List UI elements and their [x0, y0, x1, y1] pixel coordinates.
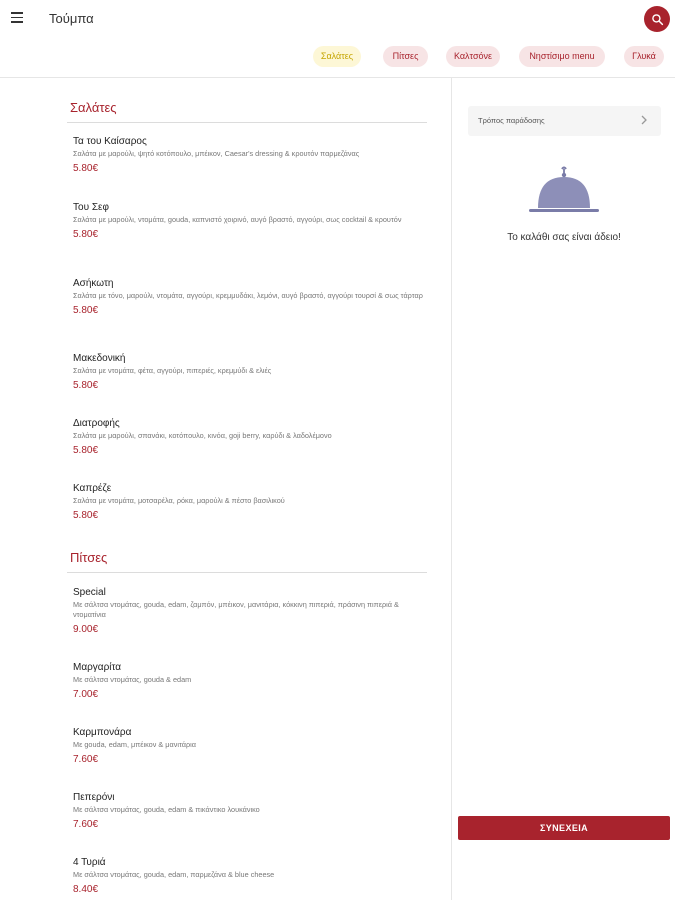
search-icon [651, 13, 664, 26]
delivery-method-selector[interactable] [468, 106, 661, 136]
item-description: Σαλάτα με μαρούλι, ντομάτα, gouda, καπνιστό χοιρινό, αυγό βραστό, αγγούρι, σως cocktail & κρουτόν [73, 215, 402, 224]
menu-item[interactable] [73, 792, 428, 831]
item-price: 7.60€ [73, 754, 99, 765]
item-name: Μακεδονική [73, 353, 126, 364]
item-price: 5.80€ [73, 163, 99, 174]
item-description: Με σάλτσα ντομάτας, gouda & edam [73, 675, 192, 684]
item-price: 5.80€ [73, 510, 99, 521]
continue-button[interactable]: ΣΥΝΕΧΕΙΑ [458, 816, 670, 840]
item-name: 4 Τυριά [73, 857, 106, 868]
item-price: 7.00€ [73, 689, 99, 700]
item-description: Σαλάτα με ντομάτα, μοτσαρέλα, ρόκα, μαρούλι & πέστο βασιλικού [73, 496, 285, 505]
cloche-icon [526, 166, 602, 218]
item-description: Σαλάτα με μαρούλι, ψητό κοτόπουλο, μπέικον, Caesar's dressing & κρουτόν παρμεζάνας [73, 149, 360, 158]
tab-salates[interactable]: Σαλάτες [313, 46, 361, 67]
menu-item[interactable] [73, 136, 428, 175]
item-name: Καπρέζε [73, 483, 112, 494]
item-description: Με σάλτσα ντομάτας, gouda, edam, παρμεζάνα & blue cheese [73, 870, 275, 879]
chevron-right-icon [639, 114, 649, 126]
section-title-salates: Σαλάτες [70, 100, 117, 115]
search-button[interactable] [644, 6, 670, 32]
item-name: Ασήκωτη [73, 278, 114, 289]
item-name: Πεπερόνι [73, 792, 115, 803]
menu-item[interactable] [73, 278, 428, 317]
item-description: Με σάλτσα ντομάτας, gouda, edam & πικάντικο λουκάνικο [73, 805, 260, 814]
app-bar [0, 0, 675, 38]
item-description: Σαλάτα με μαρούλι, σπανάκι, κοτόπουλο, κινόα, goji berry, καρύδι & λαδολέμονο [73, 431, 332, 440]
tab-glyka[interactable]: Γλυκά [624, 46, 664, 67]
section-divider [67, 122, 427, 123]
hamburger-icon[interactable] [11, 12, 25, 24]
menu-item[interactable] [73, 857, 428, 896]
item-price: 5.80€ [73, 305, 99, 316]
item-name: Μαργαρίτα [73, 662, 122, 673]
section-title-pitses: Πίτσες [70, 550, 108, 565]
delivery-method-label: Τρόπος παράδοσης [478, 116, 545, 125]
item-description: Με gouda, edam, μπέικον & μανιτάρια [73, 740, 196, 749]
tab-pitses[interactable]: Πίτσες [383, 46, 428, 67]
item-price: 9.00€ [73, 624, 99, 635]
category-tabs [0, 46, 675, 68]
menu-list[interactable] [0, 78, 452, 900]
empty-cart-message: Το καλάθι σας είναι άδειο! [507, 232, 621, 243]
menu-item[interactable] [73, 202, 428, 241]
page-title: Τούμπα [49, 11, 94, 26]
item-price: 5.80€ [73, 229, 99, 240]
menu-item[interactable] [73, 483, 428, 522]
item-name: Του Σεφ [73, 202, 109, 213]
item-price: 8.40€ [73, 884, 99, 895]
item-name: Καρμπονάρα [73, 727, 132, 738]
tab-nistisimo-menu[interactable]: Νηστίσιμο menu [519, 46, 605, 67]
cart-panel [453, 78, 675, 900]
item-description: Με σάλτσα ντομάτας, gouda, edam, ζαμπόν, μπέικον, μανιτάρια, κόκκινη πιπεριά, πράσινη πιπεριά & ντοματίνια [73, 600, 399, 619]
menu-item[interactable] [73, 727, 428, 766]
item-name: Διατροφής [73, 418, 120, 429]
menu-item[interactable] [73, 662, 428, 701]
menu-item[interactable] [73, 418, 428, 457]
menu-item[interactable] [73, 587, 428, 636]
item-description: Σαλάτα με ντομάτα, φέτα, αγγούρι, πιπεριές, κρεμμύδι & ελιές [73, 366, 272, 375]
tab-kaltsone[interactable]: Καλτσόνε [446, 46, 500, 67]
menu-item[interactable] [73, 353, 428, 392]
item-price: 5.80€ [73, 380, 99, 391]
section-divider [67, 572, 427, 573]
item-description: Σαλάτα με τόνο, μαρούλι, ντομάτα, αγγούρι, κρεμμυδάκι, λεμόνι, αυγό βραστό, αγγούρι τουρσί & σως τάρταρ [73, 291, 423, 300]
item-name: Τα του Καίσαρος [73, 136, 147, 147]
item-price: 5.80€ [73, 445, 99, 456]
item-price: 7.60€ [73, 819, 99, 830]
item-name: Special [73, 587, 106, 598]
